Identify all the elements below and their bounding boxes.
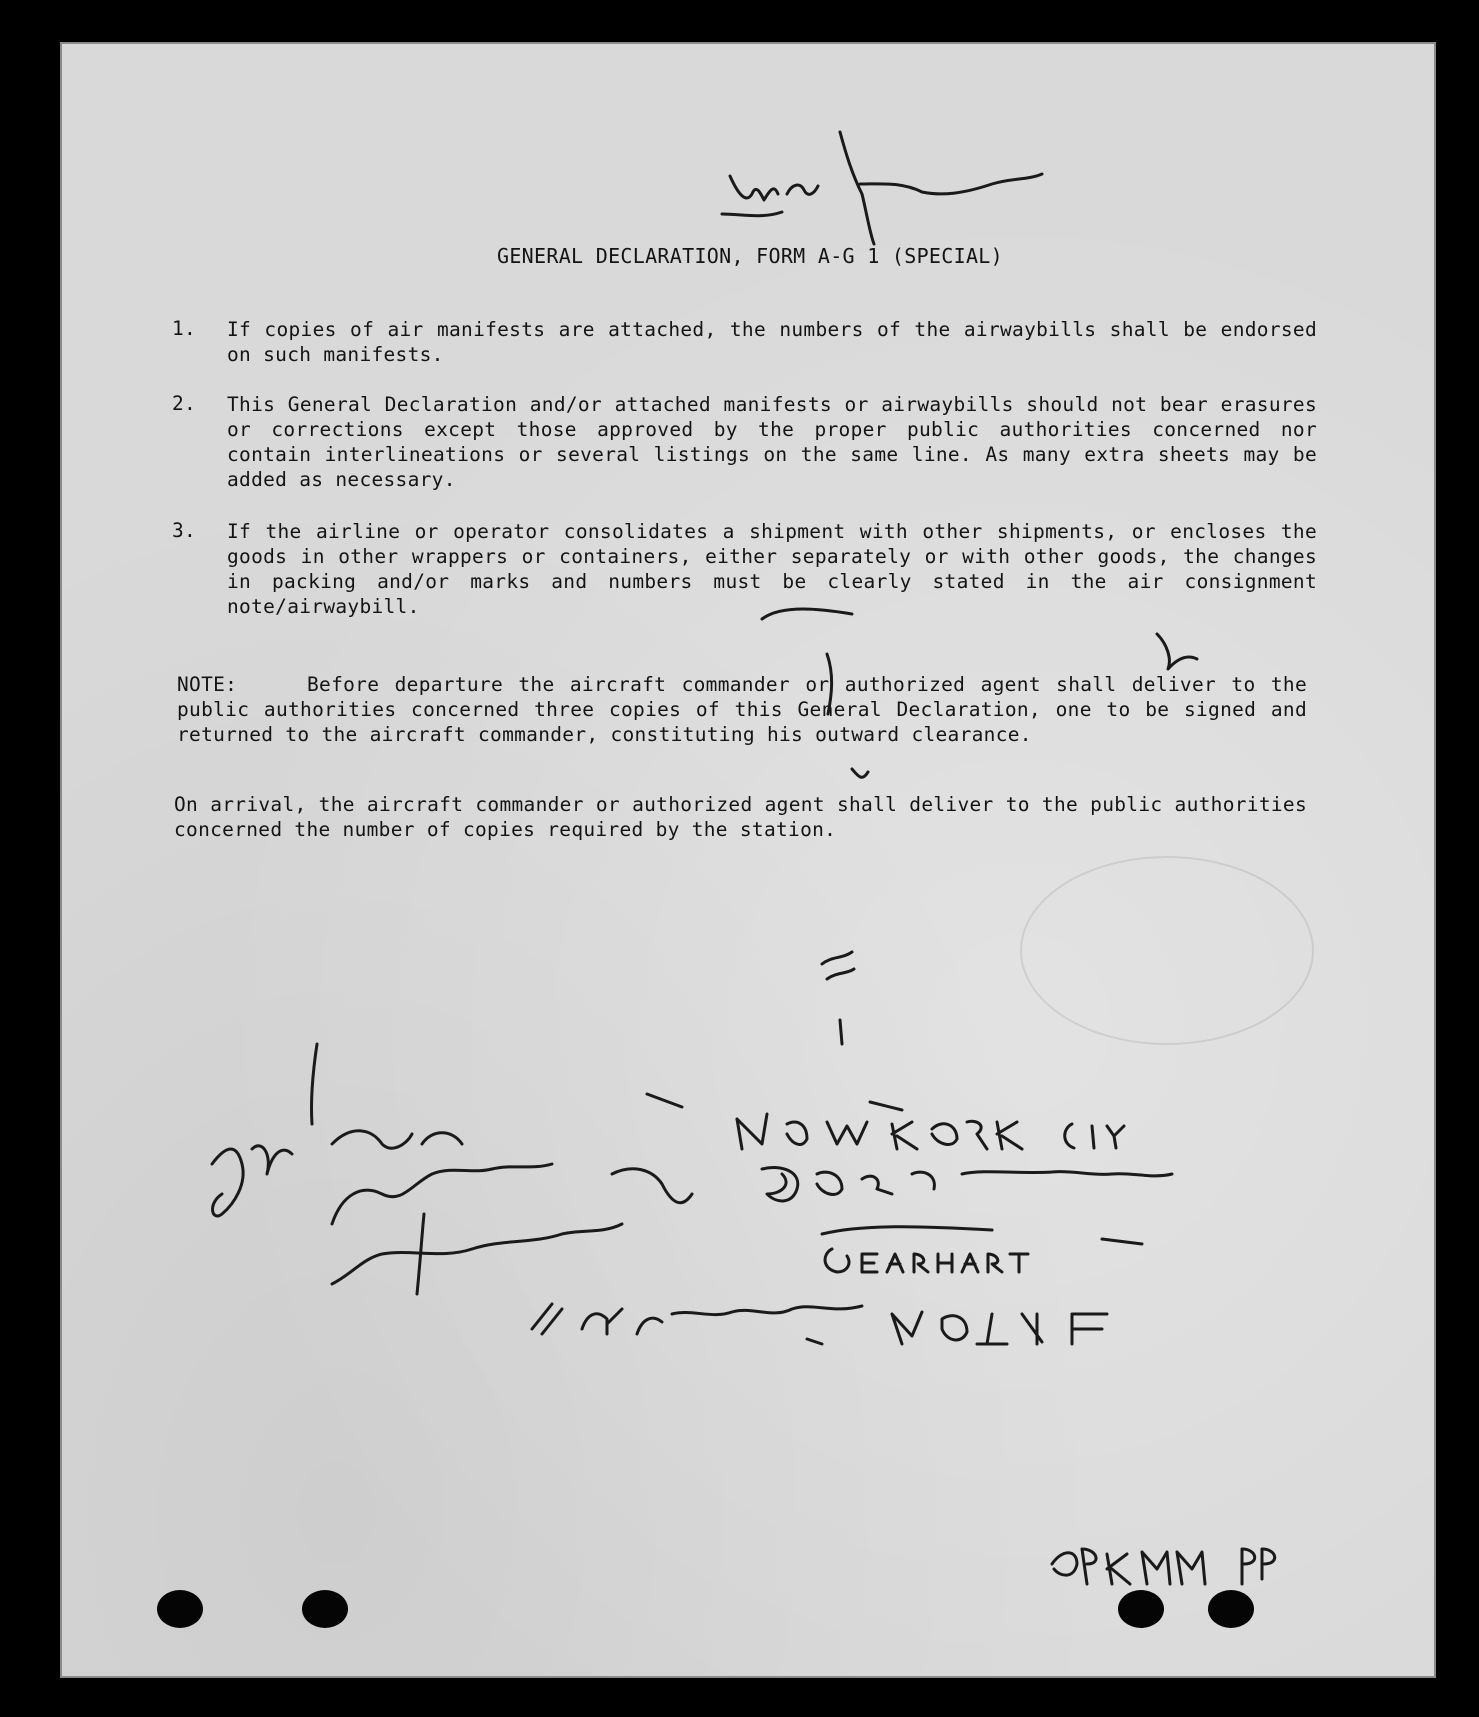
signature-scribble (722, 132, 1042, 244)
inverted-handwritten-notes (212, 1044, 692, 1294)
form-title: GENERAL DECLARATION, FORM A-G 1 (SPECIAL) (497, 244, 1003, 268)
note-label: NOTE: (177, 673, 238, 696)
punch-hole (157, 1590, 203, 1628)
punch-hole (1208, 1590, 1254, 1628)
item-text: If copies of air manifests are attached, the numbers of the airwaybills shall be endorsed on such manifests. (227, 318, 1317, 366)
note-text: Before departure the aircraft commander or authorized agent shall deliver to the public authorities concerned three copies of this General Declaration, one to be signed and returned to the aircraft commander, constituting his outward clearance. (177, 673, 1307, 746)
document-paper (60, 42, 1436, 1678)
pencil-mark (647, 1094, 682, 1107)
faded-stamp (1020, 856, 1314, 1045)
item-number: 1. (172, 317, 197, 340)
item-text: If the airline or operator consolidates a shipment with other shipments, or encloses the goods in other wrappers or containers, either separately or with other goods, the changes in packing and/or marks and numbers must be clearly stated in the air consignment note/airwaybill. (227, 520, 1317, 618)
item-number: 3. (172, 519, 197, 542)
punch-hole (302, 1590, 348, 1628)
punch-hole (1118, 1590, 1164, 1628)
pencil-mark (1157, 634, 1197, 669)
note-paragraph (177, 672, 1307, 747)
inverted-name-gearhart (822, 1227, 1028, 1272)
corner-mark (1052, 1549, 1275, 1584)
inverted-handwritten-notes (737, 1114, 1172, 1244)
pencil-mark (822, 952, 854, 979)
arrival-paragraph: On arrival, the aircraft commander or authorized agent shall deliver to the public authorities concerned the number of copies required by the station. (174, 793, 1307, 841)
pencil-mark (870, 1102, 902, 1110)
item-text: This General Declaration and/or attached manifests or airwaybills should not bear erasures or corrections except those approved by the proper public authorities concerned nor contain interlineations or several listings on the same line. As many extra sheets may be added as necessary. (227, 393, 1317, 491)
item-number: 2. (172, 392, 197, 415)
pencil-mark (840, 1020, 842, 1044)
inverted-place-line (532, 1304, 1107, 1344)
pencil-mark (852, 769, 868, 777)
handwriting-layer (62, 44, 1438, 1680)
